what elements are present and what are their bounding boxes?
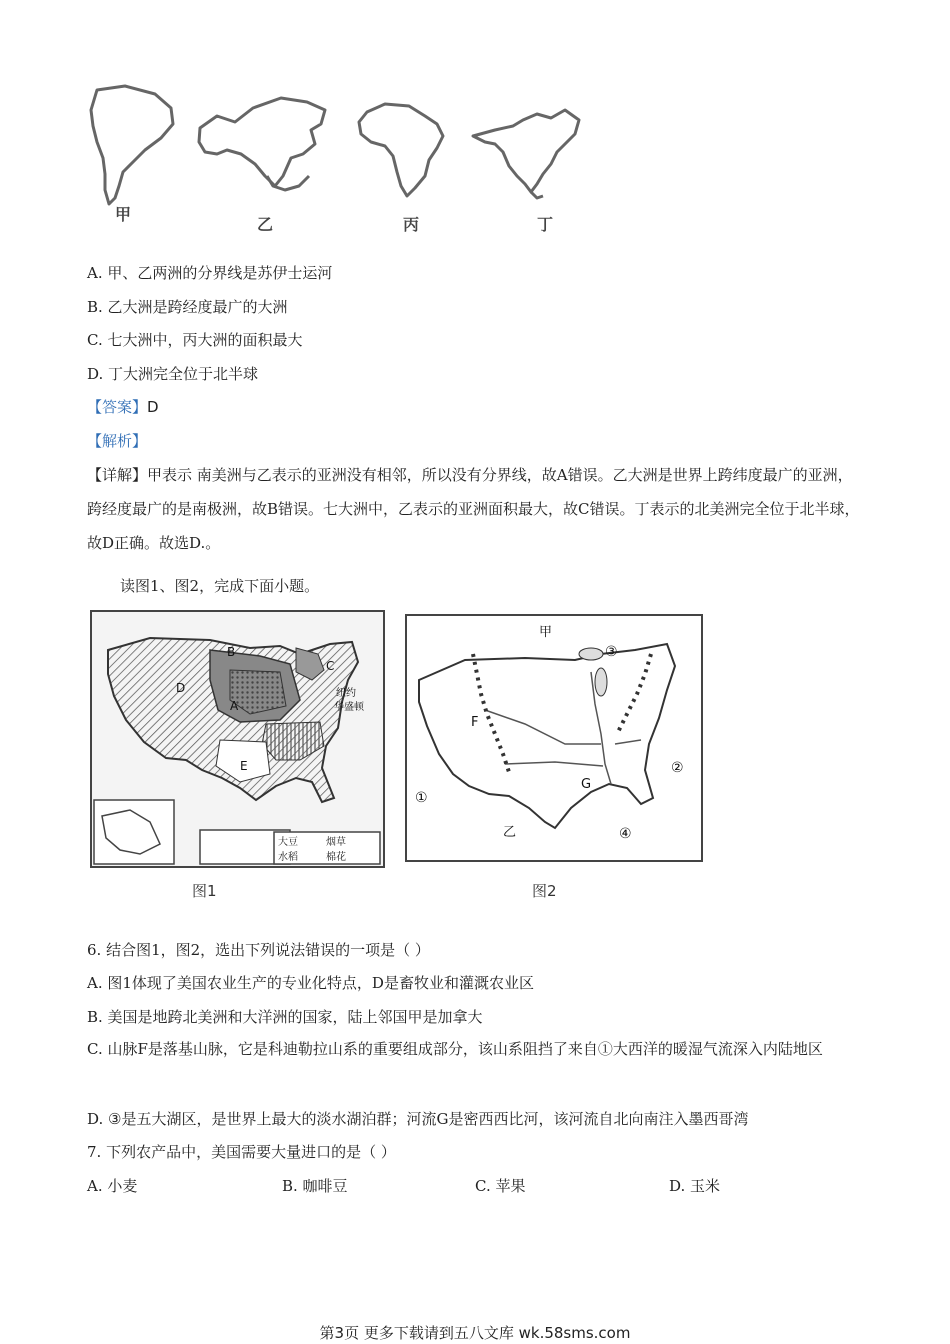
- region-d: D: [176, 681, 186, 695]
- intro-text: 读图1、图2，完成下面小题。: [120, 577, 320, 595]
- analysis-tag: 【解析】: [87, 432, 148, 450]
- figure-2-caption: 图2: [532, 882, 557, 900]
- region-a: A: [230, 699, 239, 713]
- detail-text: 甲表示 南美洲与乙表示的亚洲没有相邻，所以没有分界线，故A错误。乙大洲是世界上跨纬度最广的亚洲，跨经度最广的是南极洲，故B错误。七大洲中，乙表示的亚洲面积最大，故C错误。丁表示的北美洲完全位于北半球，故D正确。故选D.。: [87, 466, 860, 552]
- label-f-mountain: F: [471, 715, 479, 730]
- answer-value: D: [147, 398, 159, 416]
- label-jia-canada: 甲: [539, 625, 553, 640]
- legend-rice: 水稻: [278, 852, 298, 863]
- africa-outline: [359, 104, 443, 196]
- q6-option-a: A. 图1体现了美国农业生产的专业化特点，D是畜牧业和灌溉农业区: [87, 974, 534, 992]
- q5-option-d: D. 丁大洲完全位于北半球: [87, 365, 259, 383]
- page-footer: 第3页 更多下载请到五八文库 wk.58sms.com: [319, 1324, 631, 1342]
- legend-tobacco: 烟草: [326, 837, 346, 848]
- figure-1-map: [90, 610, 385, 868]
- label-ding: 丁: [537, 215, 554, 234]
- q6-stem: 6. 结合图1，图2，选出下列说法错误的一项是（ ）: [87, 941, 430, 959]
- north-america-outline: [473, 110, 579, 192]
- q7-option-d: D. 玉米: [669, 1177, 721, 1195]
- label-yi: 乙: [257, 215, 274, 234]
- region-b: B: [227, 645, 236, 659]
- q7-option-b: B. 咖啡豆: [282, 1177, 348, 1195]
- q7-option-a: A. 小麦: [87, 1177, 138, 1195]
- legend-cotton: 棉花: [326, 852, 346, 863]
- region-c: C: [326, 659, 335, 673]
- south-america-outline: [91, 86, 173, 204]
- figure-1-caption: 图1: [192, 882, 217, 900]
- label-4: ④: [619, 826, 632, 842]
- answer-tag: 【答案】: [87, 398, 148, 416]
- q6-option-b: B. 美国是地跨北美洲和大洋洲的国家，陆上邻国甲是加拿大: [87, 1008, 483, 1026]
- figure-2-map: [405, 614, 703, 862]
- label-jia: 甲: [115, 205, 132, 224]
- q5-option-a: A. 甲、乙两洲的分界线是苏伊士运河: [87, 264, 333, 282]
- asia-outline: [199, 98, 325, 186]
- q5-option-c: C. 七大洲中，丙大洲的面积最大: [87, 331, 303, 349]
- label-g-river: G: [581, 777, 592, 792]
- label-3: ③: [605, 644, 618, 660]
- city-new-york: 纽约: [336, 688, 356, 699]
- q7-option-c: C. 苹果: [475, 1177, 526, 1195]
- q7-stem: 7. 下列农产品中，美国需要大量进口的是（ ）: [87, 1143, 396, 1161]
- label-bing: 丙: [403, 215, 420, 234]
- city-washington: 华盛顿: [334, 702, 364, 713]
- detail-tag: 【详解】: [87, 466, 148, 484]
- q6-option-d: D. ③是五大湖区，是世界上最大的淡水湖泊群；河流G是密西西比河，该河流自北向南注入墨西哥湾: [87, 1110, 749, 1128]
- continents-figure: [85, 80, 595, 250]
- label-yi-mexico: 乙: [503, 825, 517, 840]
- q6-option-c: C. 山脉F是落基山脉，它是科迪勒拉山系的重要组成部分，该山系阻挡了来自①大西洋的暖湿气流深入内陆地区: [87, 1040, 823, 1058]
- legend-soybean: 大豆: [278, 837, 298, 848]
- analysis-line: [87, 431, 147, 451]
- label-2: ②: [671, 760, 684, 776]
- detail-paragraph: [87, 458, 867, 560]
- answer-line: [87, 397, 159, 417]
- label-1: ①: [415, 790, 428, 806]
- region-e: E: [240, 759, 248, 773]
- q5-option-b: B. 乙大洲是跨经度最广的大洲: [87, 298, 288, 316]
